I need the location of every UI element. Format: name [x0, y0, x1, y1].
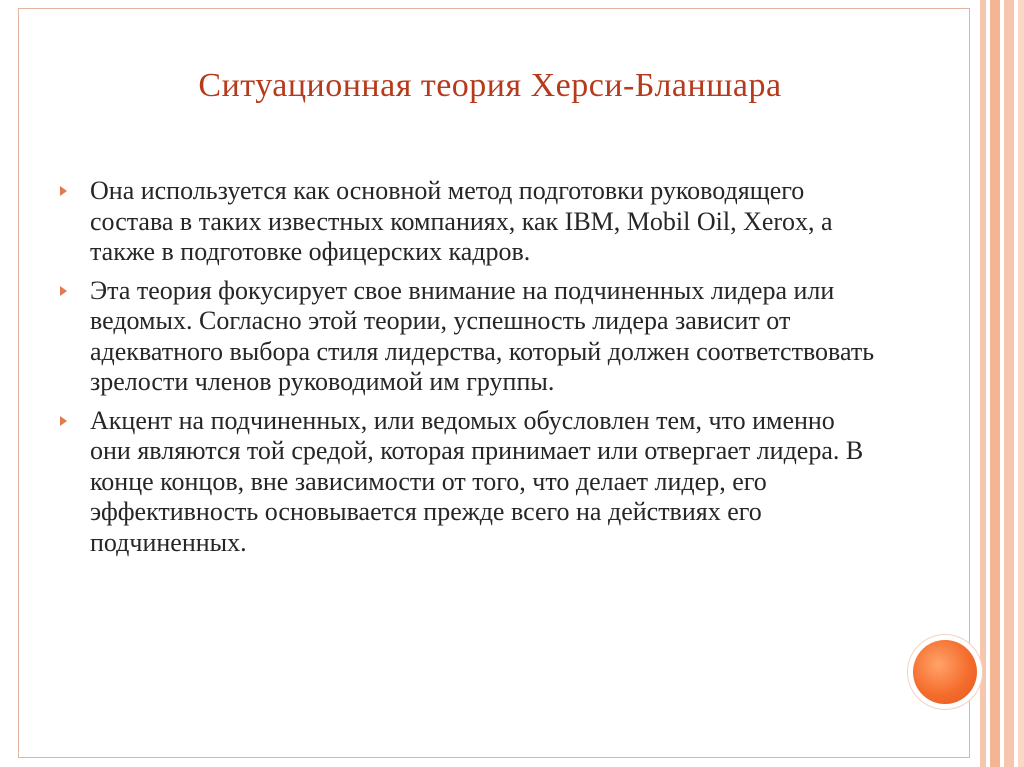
slide-title: Ситуационная теория Херси-Бланшара: [198, 67, 782, 104]
stripe: [1004, 0, 1014, 767]
bullet-text: Она используется как основной метод подготовки руководящего состава в таких известных компаниях, как IBM, Mobil Oil, Xerox, а также в подготовке офицерских кадров.: [90, 176, 833, 266]
triangle-bullet-icon: [60, 186, 67, 196]
decorative-circle-icon: [913, 640, 977, 704]
bullet-text: Эта теория фокусирует свое внимание на подчиненных лидера или ведомых. Согласно этой теории, успешность лидера зависит от адекватного выбора стиля лидерства, который должен соответствовать зрелости членов руководимой им группы.: [90, 275, 875, 396]
stripe: [990, 0, 1000, 767]
bullet-item: [60, 406, 880, 559]
bullet-text: Акцент на подчиненных, или ведомых обусловлен тем, что именно они являются той средой, которая принимает или отвергает лидера. В конце концов, вне зависимости от того, что делает лидер, его эффективность основывается прежде всего на действиях его подчиненных.: [90, 405, 864, 557]
triangle-bullet-icon: [60, 286, 67, 296]
stripe: [1018, 0, 1024, 767]
bullet-item: [60, 176, 880, 268]
bullet-list: [60, 176, 880, 566]
decorative-stripes: [980, 0, 1024, 767]
bullet-item: [60, 276, 880, 398]
triangle-bullet-icon: [60, 416, 67, 426]
